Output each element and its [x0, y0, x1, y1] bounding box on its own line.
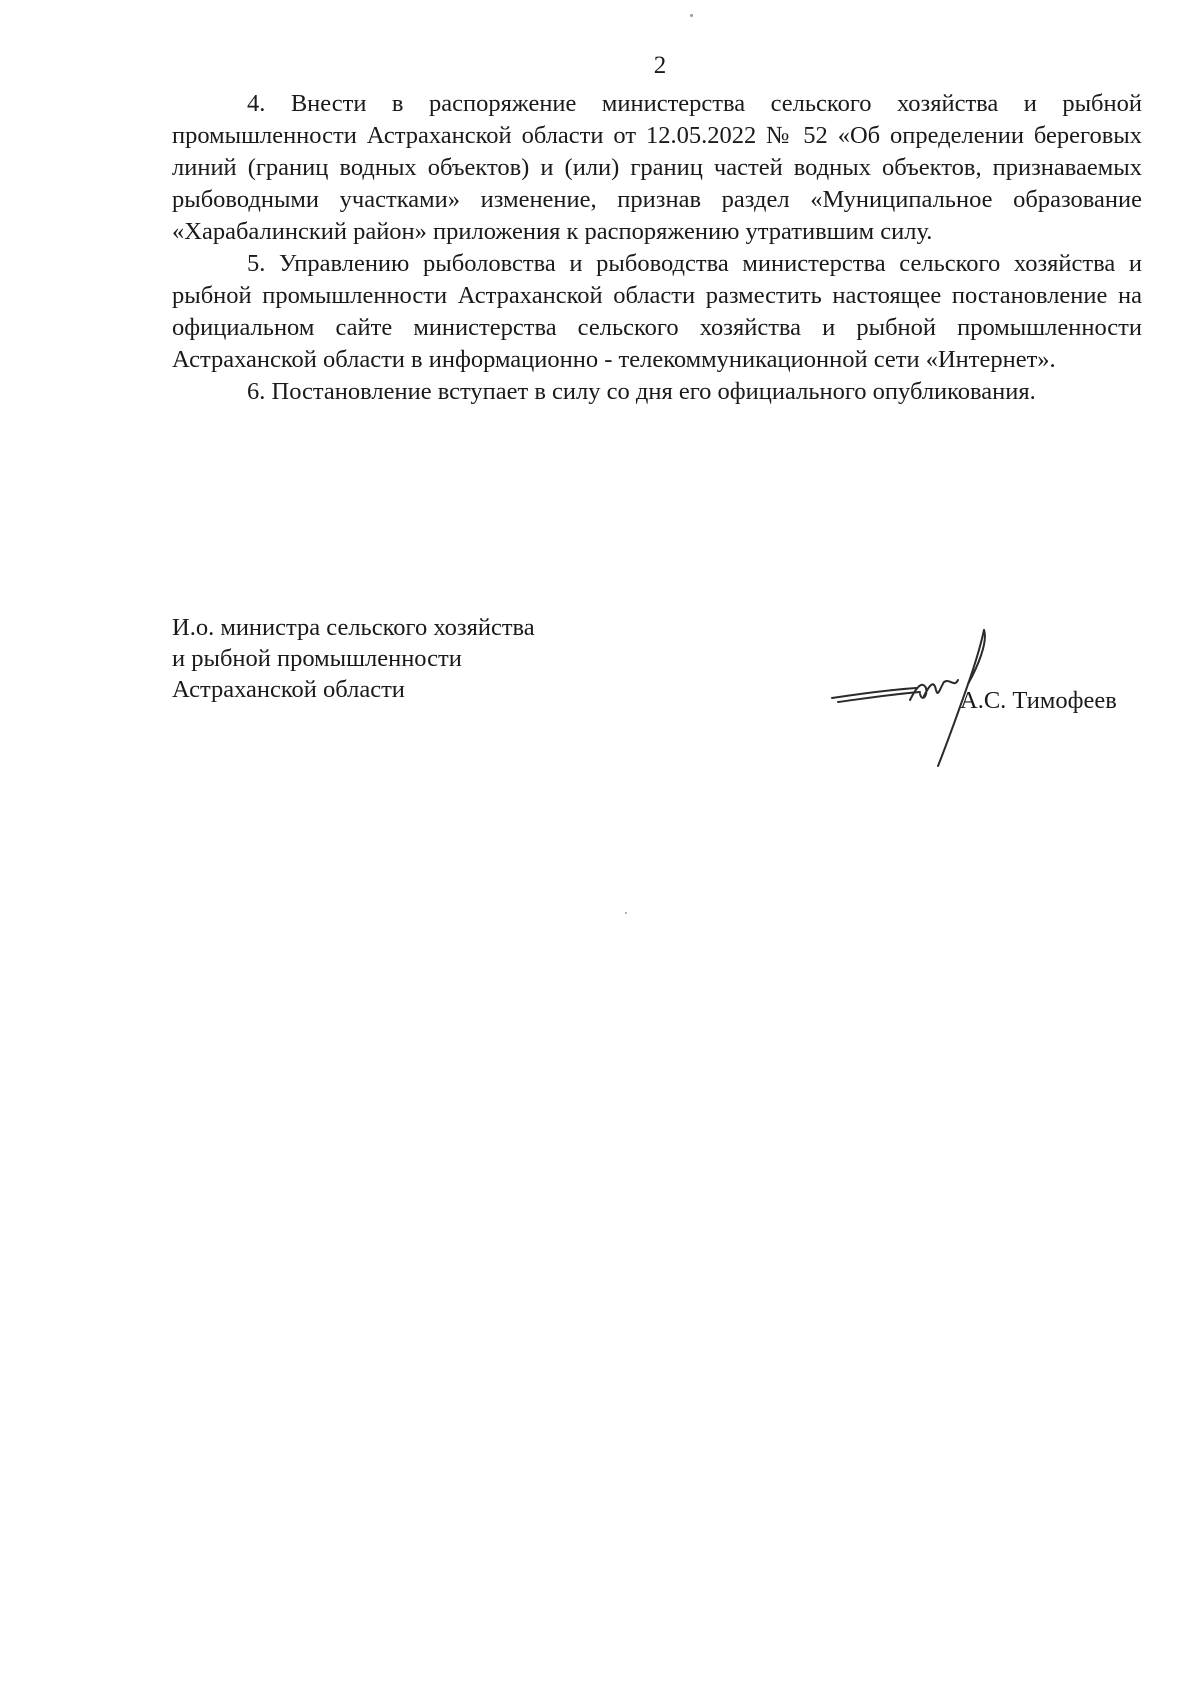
paragraph-5: 5. Управлению рыболовства и рыбоводства министерства сельского хозяйства и рыбной промышленности Астраханской области разместить настоящее постановление на официальном сайте министерства сельского хозяйства и рыбной промышленности Астраханской области в информационно - телекоммуникационной сети «Интернет».	[172, 250, 1142, 373]
signer-name: А.С. Тимофеев	[960, 687, 1117, 714]
page-number: 2	[653, 52, 667, 79]
scan-speck	[625, 912, 627, 914]
scan-speck	[690, 14, 693, 17]
position-line: Астраханской области	[172, 676, 405, 703]
signatory-position	[172, 612, 535, 705]
paragraph-6: 6. Постановление вступает в силу со дня его официального опубликования.	[247, 378, 1036, 405]
paragraph-4: 4. Внести в распоряжение министерства сельского хозяйства и рыбной промышленности Астраханской области от 12.05.2022 № 52 «Об определении береговых линий (границ водных объектов) и (или) границ частей водных объектов, признаваемых рыбоводными участками» изменение, признав раздел «Муниципальное образование «Харабалинский район» приложения к распоряжению утратившим силу.	[172, 90, 1142, 245]
position-line: и рыбной промышленности	[172, 645, 462, 672]
document-body	[172, 88, 1142, 408]
position-line: И.о. министра сельского хозяйства	[172, 614, 535, 641]
